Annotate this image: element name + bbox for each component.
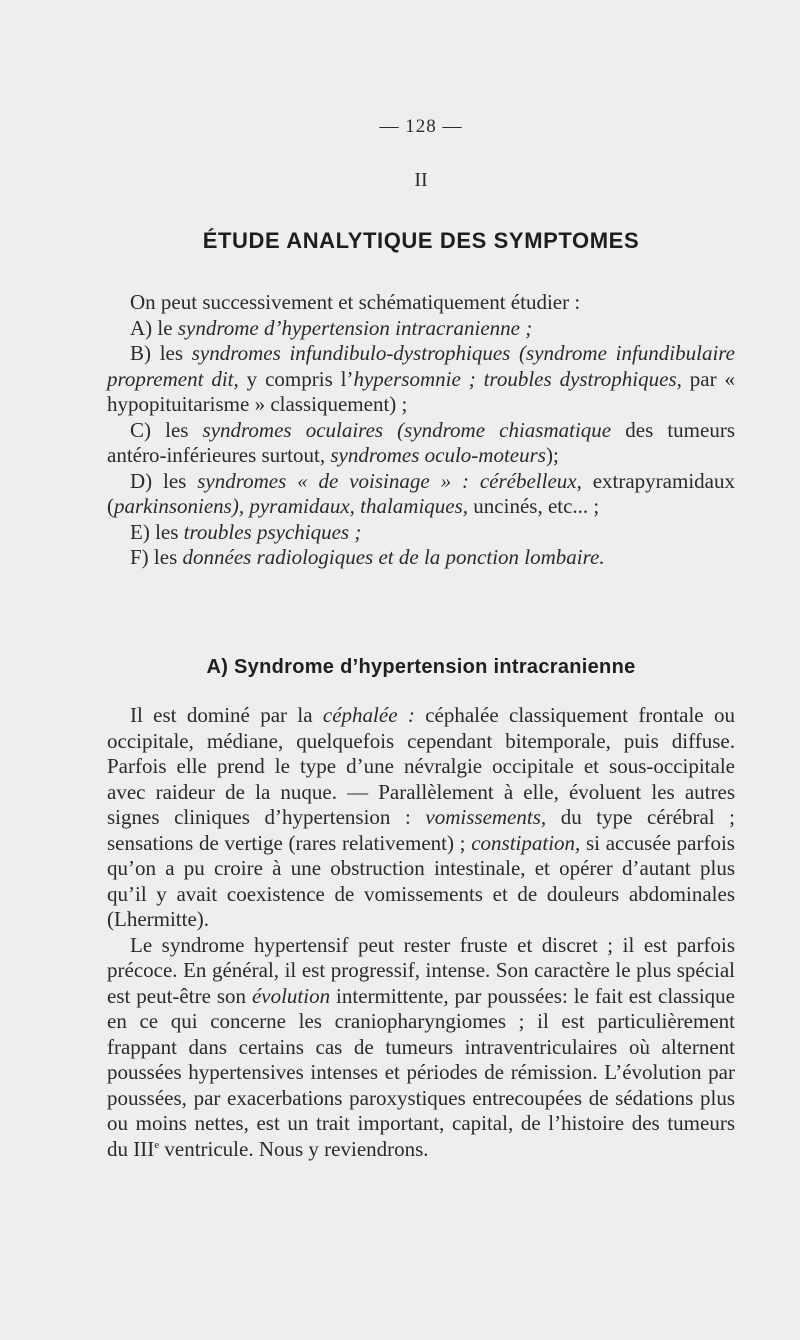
- item-label: E) les: [130, 519, 184, 544]
- item-label: D) les: [130, 468, 198, 493]
- item-term: hypersomnie ; troubles dystrophiques,: [353, 366, 682, 391]
- section-heading: A) Syndrome d’hypertension intracranienne: [206, 656, 636, 678]
- item-term: syndromes « de voisinage » : cérébelleux,: [197, 468, 582, 493]
- item-term: syndromes oculaires (syndrome chiasmatique: [202, 417, 612, 442]
- text-run: intermittente, par poussées: le fait est classique en ce qui concerne les craniopharyngiomes ; il est particulièrement frappant dans certains cas de tumeurs intraventriculaires où alternent poussées hypertensives intenses et périodes de rémission. L’évolution par poussées, par exacerbations paroxystiques entrecoupées de sédations plus ou moins nettes, est un trait important, capital, de l’histoire des tumeurs du III: [107, 983, 736, 1161]
- item-text: uncinés, etc... ;: [468, 494, 600, 518]
- chapter-title: ÉTUDE ANALYTIQUE DES SYMPTOMES: [202, 228, 640, 253]
- list-item-c: [107, 418, 735, 469]
- item-term: syndromes oculo-moteurs: [330, 443, 546, 467]
- emphasis: constipation,: [471, 830, 581, 855]
- item-term: syndrome d’hypertension intracranienne ;: [177, 315, 533, 340]
- superscript: e: [154, 1138, 160, 1151]
- symptom-overview: [107, 290, 735, 571]
- item-label: C) les: [130, 417, 203, 442]
- list-item-a: [107, 316, 735, 342]
- text-run: si accusée parfois qu’on a pu croire à une obstruction intestinale, et opérer d’autant plus qu’il y avait coexistence de vomissements et de douleurs abdominales (Lhermitte).: [107, 830, 735, 931]
- item-text: par « hypopituitarisme » classiquement) ;: [107, 366, 736, 416]
- item-text: extrapyramidaux (: [107, 468, 735, 518]
- item-text: );: [545, 443, 559, 467]
- item-term: données radiologiques et de la ponction lombaire.: [182, 545, 605, 569]
- paragraph: [107, 703, 735, 933]
- text-run: Il est dominé par la: [130, 703, 323, 727]
- text-run: Le syndrome hypertensif peut rester fruste et discret ; il est parfois précoce. En général, il est progressif, intense. Son caractère le plus spécial est peut-être son: [107, 932, 735, 1008]
- item-text: des tumeurs antéro-inférieures surtout,: [107, 417, 735, 467]
- paragraph: [107, 933, 735, 1163]
- section-body: [107, 703, 735, 1162]
- emphasis: céphalée :: [322, 703, 415, 727]
- intro-lead: On peut successivement et schématiquement étudier :: [130, 290, 581, 314]
- text-run: du type cérébral ; sensations de vertige (rares relativement) ;: [107, 805, 736, 855]
- text-run: céphalée classiquement frontale ou occipitale, médiane, quelquefois cependant bitemporale, puis diffuse. Parfois elle prend le type d’une névralgie occipitale et sous-occipitale avec raideur de la nuque. — Parallèlement à elle, évoluent les autres signes cliniques d’hypertension :: [107, 703, 735, 829]
- list-item-d: [107, 469, 735, 520]
- list-item-b: [107, 341, 735, 418]
- list-item-f: [107, 545, 735, 571]
- item-label: F) les: [130, 545, 183, 569]
- list-item-e: [107, 520, 735, 546]
- item-term: parkinsoniens), pyramidaux, thalamiques,: [114, 494, 469, 518]
- item-text: y compris l’: [238, 366, 354, 391]
- emphasis: vomissements,: [425, 805, 547, 829]
- section-numeral: II: [414, 169, 428, 191]
- emphasis: évolution: [251, 983, 331, 1008]
- item-term: troubles psychiques ;: [183, 519, 362, 544]
- item-label: A) le: [130, 315, 178, 340]
- item-term: syndromes infundibulo-dystrophiques (syndrome infundibulaire proprement dit,: [107, 341, 736, 391]
- text-run: ventricule. Nous y reviendrons.: [159, 1136, 429, 1161]
- item-label: B) les: [130, 341, 192, 365]
- page-number: — 128 —: [379, 116, 463, 137]
